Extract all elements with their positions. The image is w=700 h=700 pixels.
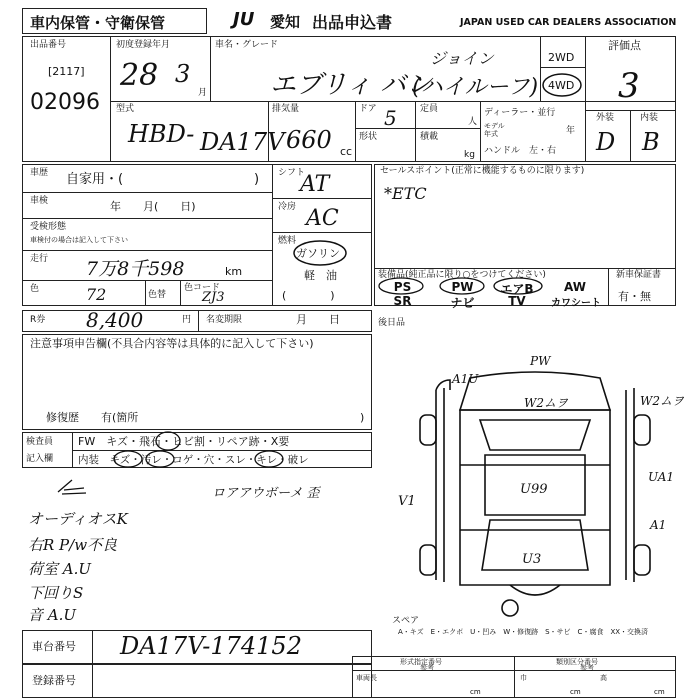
reg-month: 3 (175, 60, 191, 88)
shift-value: AT (300, 172, 330, 197)
history-close: ) (254, 172, 260, 187)
diag-label-w2-left: W2ムヲ (524, 396, 568, 410)
shape-label: 形状 (359, 132, 378, 142)
color-value: 72 (86, 285, 107, 304)
ju-logo: JU (233, 9, 255, 30)
mileage-value: 7万8千598 (86, 258, 185, 280)
equip-navi: ナビ (450, 296, 475, 310)
listing-number: 02096 (30, 90, 100, 115)
dealer-label: ディーラー・並行 (484, 108, 556, 118)
fuel-gasoline: ガソリン (296, 247, 340, 260)
repair-close: ) (360, 411, 365, 424)
door-value: 5 (384, 106, 397, 130)
grade-value: (ハイルーフ) (412, 75, 539, 100)
drive-2wd: 2WD (548, 51, 575, 64)
model-year-label: モデル 年式 (484, 122, 505, 138)
name-change-value: 月 日 (296, 313, 340, 326)
ac-value: AC (306, 206, 339, 231)
note-lower-arm: ロアアウボーメ 歪 (212, 486, 320, 501)
diag-label-ua1: UA1 (648, 470, 675, 484)
displacement-value: 660 (286, 126, 332, 154)
color-label: 色 (30, 284, 40, 294)
diag-label-a1u: A1U (452, 372, 479, 386)
note-pw: 右R P/w不良 (28, 536, 118, 554)
reg-date-label: 初度登録年月 (116, 40, 171, 50)
note-cargo: 荷室 A.U (28, 560, 92, 578)
recycle-label: R券 (30, 315, 46, 325)
diag-label-u99: U99 (520, 482, 548, 497)
model-prefix: HBD- (128, 120, 195, 148)
transfer-note: 車検付の場合は記入して下さい (30, 236, 128, 244)
recycle-value: 8,400 (86, 308, 144, 332)
note-sound: 音 A.U (28, 606, 77, 624)
equip-pw: PW (451, 280, 474, 294)
exterior-score: D (596, 128, 616, 156)
form-ref: 参考 (420, 664, 434, 672)
inspector-label-2: 記入欄 (26, 454, 54, 464)
load-label: 積載 (420, 132, 439, 142)
sub-number: [2117] (48, 65, 85, 78)
association-name: JAPAN USED CAR DEALERS ASSOCIATION (460, 17, 677, 28)
inspector-interior: 内装 キズ・汚レ・コゲ・穴・スレ・キレ・破レ (78, 454, 309, 466)
mileage-label: 走行 (30, 254, 49, 264)
equipment-circles (376, 274, 546, 296)
diag-label-w2-right: W2ムヲ (640, 394, 684, 408)
fuel-diesel: 軽 油 (304, 269, 337, 282)
model-value: DA17V (200, 128, 285, 156)
inspector-marks (100, 430, 300, 470)
equip-tv: TV (508, 294, 526, 308)
load-unit: kg (464, 150, 475, 160)
note-audio: オーディオスK (28, 510, 128, 528)
score-value: 3 (618, 66, 640, 106)
mileage-unit: km (225, 265, 243, 278)
displacement-unit: cc (340, 145, 353, 158)
displacement-label: 排気量 (272, 104, 300, 114)
chassis-label: 車台番号 (32, 640, 76, 653)
spare-label: スペア (392, 616, 420, 626)
capacity-unit: 人 (468, 117, 478, 127)
handle-label: ハンドル 左・右 (484, 146, 557, 156)
warranty-value: 有・無 (618, 290, 651, 303)
equip-seat: カワシート (551, 298, 601, 309)
inspection-label: 車検 (30, 196, 49, 206)
listing-number-label: 出品番号 (30, 40, 67, 50)
diag-label-v1: V1 (398, 494, 416, 509)
repair-label: 修復歴 有(箇所 (46, 411, 139, 424)
name-change-label: 名変期限 (206, 315, 243, 325)
diag-label-u3: U3 (522, 552, 542, 567)
cm-3: cm (654, 688, 665, 696)
chassis-value: DA17V-174152 (120, 632, 302, 660)
car-name-label: 車名・グレード (215, 40, 279, 50)
warranty-label: 新車保証書 (616, 270, 662, 280)
reg-year: 28 (120, 58, 159, 93)
grade-top: ジョイン (430, 49, 494, 68)
equip-aw: AW (564, 280, 586, 294)
fuel-label: 燃料 (278, 236, 297, 246)
diag-label-pw: PW (530, 354, 551, 368)
interior-label: 内装 (640, 113, 659, 123)
exterior-label: 外装 (596, 113, 615, 123)
color-code-label: 色コード (184, 283, 221, 293)
score-label: 評価点 (608, 39, 641, 52)
recycle-unit: 円 (182, 315, 192, 325)
cm-2: cm (570, 688, 581, 696)
history-value: 自家用・( (66, 172, 124, 187)
year-unit: 年 (566, 126, 576, 136)
length-label: 車両長 (356, 674, 377, 682)
inspection-value: 年 月( 日) (110, 200, 196, 213)
capacity-label: 定員 (420, 104, 439, 114)
model-label: 型式 (116, 104, 135, 114)
notes-label: 注意事項申告欄(不具合内容等は具体的に記入して下さい) (30, 337, 314, 350)
door-label: ドア (359, 104, 377, 114)
cm-1: cm (470, 688, 481, 696)
storage-badge-text: 車内保管・守衛保管 (30, 14, 166, 32)
org-name: 愛知 (270, 13, 301, 31)
note-under: 下回りS (28, 584, 84, 602)
inspector-fw: FW キズ・飛石・ヒビ割・リペア跡・X要 (78, 435, 290, 448)
inspector-label-1: 検査員 (26, 437, 54, 447)
scribble-mark (54, 476, 94, 496)
interior-score: B (642, 128, 660, 156)
color-code-value: ZJ3 (202, 290, 225, 305)
drive-4wd: 4WD (548, 79, 575, 92)
class-label: 類別区分番号 (556, 658, 598, 666)
fuel-other: ( ) (282, 289, 335, 302)
color-swap-label: 色替 (148, 290, 167, 300)
form-label: 形式指定番号 (400, 658, 442, 666)
selling-points-value: *ETC (384, 184, 427, 203)
ac-label: 冷房 (278, 202, 297, 212)
damage-legend: A・キズ E・エクボ U・凹み W・修復跡 S・サビ C・腐食 XX・交換済 (398, 628, 649, 636)
equipment-label: 装備品(純正品に限り○をつけてください) (378, 270, 546, 280)
height-label: 高 (600, 674, 607, 682)
transfer-label: 受検形態 (30, 222, 67, 232)
reg-number-label: 登録番号 (32, 674, 76, 687)
car-name: エブリィ バン (270, 70, 433, 100)
diag-label-a1: A1 (650, 518, 667, 532)
selling-points-label: セールスポイント(正常に機能するものに限ります) (380, 166, 585, 176)
fuel-circle (290, 238, 350, 268)
class-ref: 参考 (580, 664, 594, 672)
history-label: 車歴 (30, 168, 49, 178)
shift-label: シフト (278, 168, 306, 178)
equip-ps: PS (393, 280, 412, 294)
rear-label: 後日品 (378, 318, 406, 328)
form-title: 出品申込書 (312, 13, 393, 32)
width-label: 巾 (520, 674, 527, 682)
drive-circle (540, 72, 584, 98)
equip-airbag: エアB (500, 282, 534, 296)
equip-sr: SR (393, 294, 412, 308)
month-unit: 月 (198, 88, 208, 98)
